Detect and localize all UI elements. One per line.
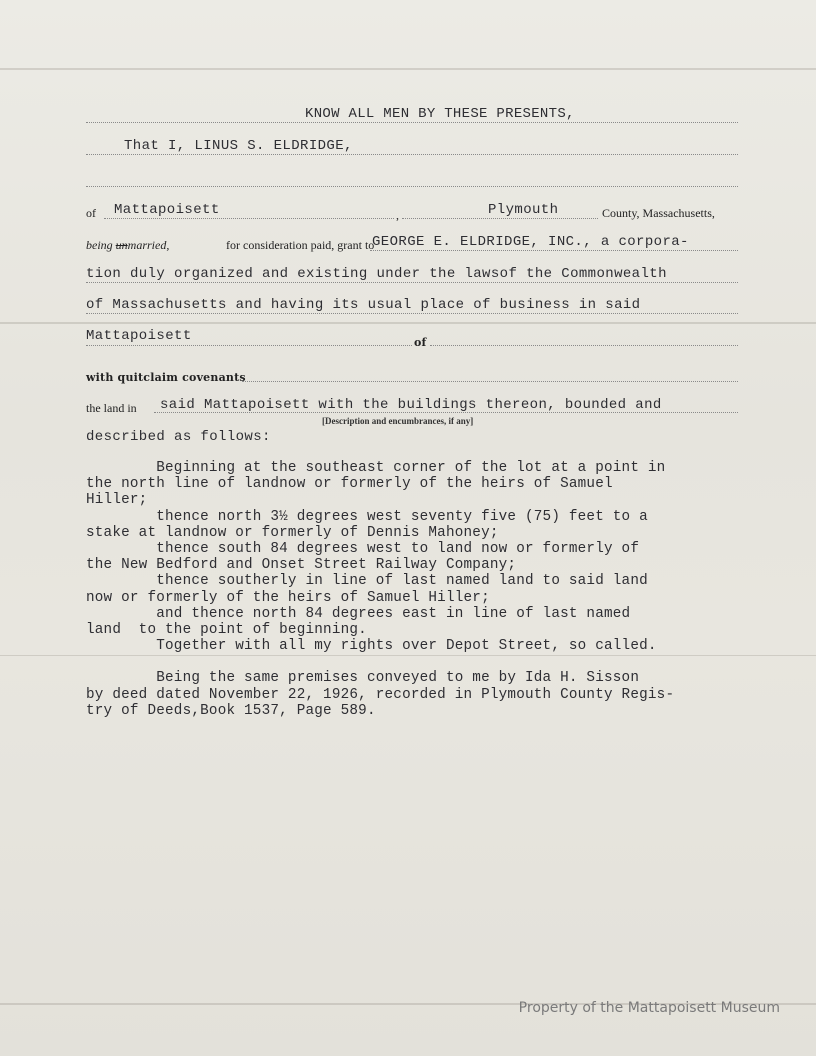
description-line: Hiller; — [86, 492, 148, 509]
town-rule — [104, 218, 394, 219]
description-line — [86, 654, 736, 670]
form-rule — [154, 412, 738, 413]
form-rule — [86, 122, 738, 123]
consideration-label: for consideration paid, grant to — [226, 238, 375, 252]
description-line: land to the point of beginning. — [86, 622, 367, 639]
description-line: and thence north 84 degrees east in line of last named — [86, 605, 631, 622]
description-line: thence north 3½ degrees west seventy five (75) feet to a — [86, 508, 648, 525]
covenants-text: with quitclaim covenants — [86, 371, 246, 384]
marital-suffix: married, — [127, 238, 170, 252]
description-line: the north line of landnow or formerly of the heirs of Samuel — [86, 476, 613, 493]
description-line: thence south 84 degrees west to land now or formerly of — [86, 541, 640, 558]
grantee-line-1: GEORGE E. ELDRIDGE, INC., a corpora- — [372, 234, 689, 250]
description-line: Together with all my rights over Depot Street, so called. — [86, 638, 657, 655]
description-line: thence southerly in line of last named land to said land — [86, 573, 648, 590]
description-line: stake at landnow or formerly of Dennis Mahoney; — [86, 524, 499, 541]
town-field: Mattapoisett — [114, 202, 220, 218]
description-line: Being the same premises conveyed to me by Ida H. Sisson — [86, 670, 640, 687]
described-line: described as follows: — [86, 429, 271, 445]
description-line: now or formerly of the heirs of Samuel Hiller; — [86, 589, 490, 606]
paper-fold — [0, 68, 816, 70]
county-label: County, Massachusetts, — [602, 206, 715, 220]
of-mark: of — [414, 336, 427, 349]
marital-prefix: un — [115, 238, 128, 252]
description-line: the New Bedford and Onset Street Railway Company; — [86, 557, 517, 574]
comma: , — [396, 208, 399, 222]
land-caption: [Description and encumbrances, if any] — [322, 416, 474, 426]
grantee-line-4: Mattapoisett — [86, 328, 192, 344]
grantor-line: That I, LINUS S. ELDRIDGE, — [124, 138, 353, 154]
land-label: the land in — [86, 401, 137, 415]
description-line: try of Deeds,Book 1537, Page 589. — [86, 702, 376, 719]
of-label: of — [86, 206, 96, 220]
form-rule — [86, 313, 738, 314]
marital-status — [86, 238, 169, 253]
land-line: said Mattapoisett with the buildings thereon, bounded and — [160, 397, 662, 413]
description-line: Beginning at the southeast corner of the lot at a point in — [86, 460, 666, 476]
paper-fold — [0, 322, 816, 324]
form-rule — [242, 381, 738, 382]
deed-heading: KNOW ALL MEN BY THESE PRESENTS, — [305, 106, 575, 122]
form-rule — [86, 186, 738, 187]
description-line: by deed dated November 22, 1926, recorded in Plymouth County Regis- — [86, 686, 675, 703]
covenants-label — [86, 370, 246, 385]
grantee-line-3: of Massachusetts and having its usual place of business in said — [86, 297, 641, 313]
property-description — [86, 460, 736, 719]
county-rule — [402, 218, 598, 219]
form-rule — [370, 250, 738, 251]
form-rule — [430, 345, 738, 346]
grantee-line-2: tion duly organized and existing under the lawsof the Commonwealth — [86, 266, 667, 282]
museum-watermark: Property of the Mattapoisett Museum — [518, 1000, 780, 1016]
form-rule — [86, 282, 738, 283]
being-label: being — [86, 238, 113, 252]
county-field: Plymouth — [488, 202, 559, 218]
form-rule — [86, 154, 738, 155]
form-rule — [86, 345, 412, 346]
